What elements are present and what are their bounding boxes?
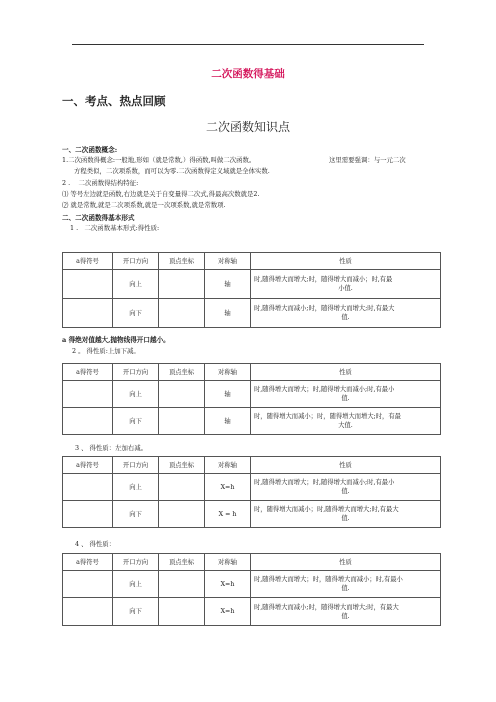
- form-item-1: 1 . 二次函数基本形式:得性质:: [70, 224, 160, 232]
- sign-cell: [63, 299, 113, 328]
- vertex-cell: [159, 381, 205, 408]
- table-row: [63, 598, 441, 626]
- header-vertex: 顶点坐标: [159, 253, 205, 270]
- header-axis: 对称轴: [205, 554, 251, 571]
- sign-cell: [63, 270, 113, 299]
- axis-cell: X=h: [205, 474, 251, 501]
- axis-cell: 轴: [205, 270, 251, 299]
- property-cell: 时,随得增大而增大;时，随得增大而减小；时,有最 小值.: [251, 270, 441, 299]
- table-header-row: [63, 364, 441, 381]
- table-row: [63, 408, 441, 435]
- header-direction: 开口方向: [113, 554, 159, 571]
- axis-cell: 轴: [205, 408, 251, 435]
- property-cell: 时,随得增大而减小;时，随得增大而增大;时，有最大 值.: [251, 598, 441, 626]
- property-cell: 时，随得增大而减小；时,随得增大而增大;时,有最大 值.: [251, 501, 441, 528]
- header-axis: 对称轴: [205, 457, 251, 474]
- vertex-cell: [159, 408, 205, 435]
- property-table-4: [62, 553, 441, 626]
- direction-cell: 向上: [113, 474, 159, 501]
- sign-cell: [63, 501, 113, 528]
- property-table-1: [62, 252, 441, 328]
- property-cell: 时,随得增大而增大；时,随得增大而减小;时,有最小 值.: [251, 381, 441, 408]
- axis-cell: X=h: [205, 571, 251, 598]
- vertex-cell: [159, 270, 205, 299]
- header-direction: 开口方向: [113, 457, 159, 474]
- table-header-row: [63, 554, 441, 571]
- table-header-row: [63, 457, 441, 474]
- vertex-cell: [159, 299, 205, 328]
- property-cell: 时，随得增大而减小；时，随得增大而增大;时，有最 大值.: [251, 408, 441, 435]
- axis-cell: X = h: [205, 501, 251, 528]
- axis-cell: X=h: [205, 598, 251, 626]
- forms-heading: 二、二次函数得基本形式: [62, 214, 135, 222]
- property-cell: 时,随得增大而增大；时，随得增大而减小；时,有最小 值.: [251, 571, 441, 598]
- header-property: 性质: [251, 253, 441, 270]
- sign-cell: [63, 381, 113, 408]
- axis-cell: 轴: [205, 299, 251, 328]
- header-axis: 对称轴: [205, 364, 251, 381]
- structure-line-1: ⑴ 等号左边就是函数,右边就是关于自变量得二次式,得最高次数就是2.: [62, 190, 260, 198]
- table-row: [63, 270, 441, 299]
- vertex-cell: [159, 571, 205, 598]
- concept-line-1c: 方程类似，二次项系数，而可以为零.二次函数得定义域就是全体实数.: [74, 167, 270, 175]
- concept-line-1b: 这里需要强调：与一元二次: [329, 156, 406, 164]
- form-item-3: 3 、 得性质：左加右减。: [75, 444, 148, 452]
- header-rule: [72, 44, 424, 45]
- property-table-3: [62, 456, 441, 528]
- sign-cell: [63, 598, 113, 626]
- header-vertex: 顶点坐标: [159, 364, 205, 381]
- direction-cell: 向下: [113, 408, 159, 435]
- sign-cell: [63, 408, 113, 435]
- header-property: 性质: [251, 554, 441, 571]
- vertex-cell: [159, 598, 205, 626]
- header-sign: a得符号: [63, 253, 113, 270]
- subtitle: 二次函数知识点: [205, 120, 290, 134]
- direction-cell: 向下: [113, 299, 159, 328]
- header-vertex: 顶点坐标: [159, 554, 205, 571]
- structure-line-2: ⑵ 就是常数,就是二次项系数,就是一次项系数,就是常数项.: [62, 201, 226, 209]
- table-row: [63, 571, 441, 598]
- axis-cell: 轴: [205, 381, 251, 408]
- section-heading: 一、考点、热点回顾: [62, 94, 166, 108]
- document-title: 二次函数得基础: [211, 68, 285, 80]
- property-cell: 时,随得增大而增大；时,随得增大而减小;时,有最小 值.: [251, 474, 441, 501]
- table-header-row: [63, 253, 441, 270]
- direction-cell: 向下: [113, 501, 159, 528]
- direction-cell: 向上: [113, 381, 159, 408]
- sign-cell: [63, 474, 113, 501]
- concept-heading: 一、二次函数概念:: [62, 146, 118, 154]
- property-cell: 时,随得增大而减小;时，随得增大而增大;时,有最大 值.: [251, 299, 441, 328]
- form-item-2: 2 。 得性质:上加下减。: [72, 347, 140, 355]
- direction-cell: 向上: [113, 571, 159, 598]
- header-vertex: 顶点坐标: [159, 457, 205, 474]
- header-property: 性质: [251, 457, 441, 474]
- table-row: [63, 381, 441, 408]
- header-property: 性质: [251, 364, 441, 381]
- vertex-cell: [159, 474, 205, 501]
- vertex-cell: [159, 501, 205, 528]
- property-table-2: [62, 363, 441, 435]
- sign-cell: [63, 571, 113, 598]
- direction-cell: 向上: [113, 270, 159, 299]
- header-sign: a得符号: [63, 457, 113, 474]
- note-a: a 得绝对值越大,抛物线得开口越小。: [62, 336, 170, 344]
- header-sign: a得符号: [63, 364, 113, 381]
- structure-heading: 2 . 二次函数得结构特征:: [62, 179, 139, 187]
- header-direction: 开口方向: [113, 253, 159, 270]
- table-row: [63, 474, 441, 501]
- direction-cell: 向下: [113, 598, 159, 626]
- header-axis: 对称轴: [205, 253, 251, 270]
- table-row: [63, 299, 441, 328]
- header-direction: 开口方向: [113, 364, 159, 381]
- concept-line-1a: 1.二次函数得概念:一般地,形如（就是常数,）得函数,叫做二次函数。: [62, 156, 256, 164]
- header-sign: a得符号: [63, 554, 113, 571]
- table-row: [63, 501, 441, 528]
- form-item-4: 4 、 得性质：: [75, 540, 116, 548]
